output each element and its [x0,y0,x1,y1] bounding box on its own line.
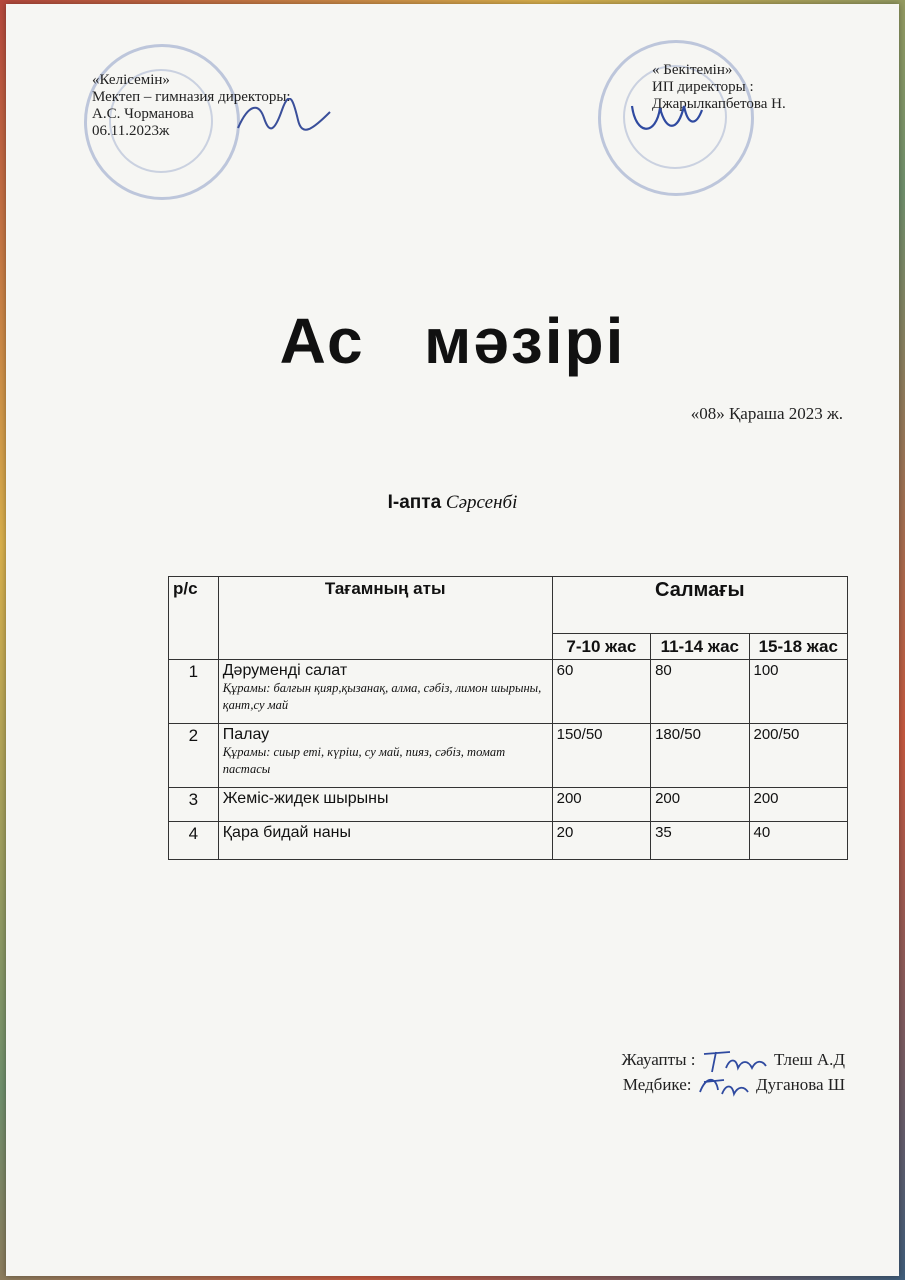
page-title: Ас мәзірі [279,305,626,377]
weight-7-10: 20 [552,822,650,860]
dish-composition: Құрамы: сиыр еті, күріш, су май, пияз, сәбіз, томат пастасы [222,745,506,776]
approval-left-line1: «Келісемін» [92,72,170,88]
menu-table [168,576,848,860]
weight-7-10: 200 [552,788,650,822]
director-signature [234,98,334,138]
dish-cell [218,788,552,822]
weight-11-14: 200 [651,788,749,822]
table-row [169,724,848,788]
dish-name: Палау [222,726,270,743]
table-header-row [169,577,848,634]
dish-cell [218,660,552,724]
table-row [169,822,848,860]
dish-cell [218,822,552,860]
table-row [169,660,848,724]
weight-15-18: 200 [749,788,848,822]
document-sheet [6,4,899,1276]
approval-left-line4: 06.11.2023ж [92,123,170,139]
weight-11-14: 80 [651,660,749,724]
dish-cell [218,724,552,788]
col-header-age-7-10: 7-10 жас [552,634,650,660]
weight-7-10: 150/50 [552,724,650,788]
weight-7-10: 60 [552,660,650,724]
col-header-age-11-14: 11-14 жас [651,634,749,660]
nurse-line [623,1072,845,1100]
week-day-label [6,492,899,514]
nurse-signature [696,1072,752,1100]
nurse-label: Медбике: [622,1074,692,1094]
dish-name: Жеміс-жидек шырыны [222,790,389,807]
weight-11-14: 35 [651,822,749,860]
row-number: 2 [169,724,219,788]
approval-left-line3: А.С. Чорманова [92,106,194,122]
approval-left-line2: Мектеп – гимназия директоры: [92,89,291,105]
col-header-dish-name: Тағамның аты [218,577,552,660]
dish-name: Қара бидай наны [222,824,351,841]
dish-composition: Құрамы: балғын қияр,қызанақ, алма, сәбіз, лимон шырыны, қант,су май [222,681,542,712]
weight-15-18: 40 [749,822,848,860]
weekday: Сәрсенбі [445,492,518,513]
approval-right-line1: « Бекітемін» [652,62,733,78]
approval-right-line3: Джарылкапбетова Н. [652,96,786,112]
menu-date: «08» Қараша 2023 ж. [690,404,843,423]
row-number: 4 [169,822,219,860]
week-number: І-апта [387,492,442,513]
col-header-weight: Салмағы [552,577,847,634]
approval-right-line2: ИП директоры : [652,79,754,95]
dish-name: Дәруменді салат [222,662,348,679]
nurse-name: Дуганова Ш [756,1074,845,1094]
responsible-name: Тлеш А.Д [773,1049,845,1069]
weight-15-18: 200/50 [749,724,848,788]
row-number: 3 [169,788,219,822]
ip-director-signature [626,96,706,142]
weight-15-18: 100 [749,660,848,724]
col-header-number: р/с [169,577,219,660]
table-row [169,788,848,822]
weight-11-14: 180/50 [651,724,749,788]
col-header-age-15-18: 15-18 жас [749,634,848,660]
row-number: 1 [169,660,219,724]
responsible-label: Жауапты : [621,1049,696,1069]
